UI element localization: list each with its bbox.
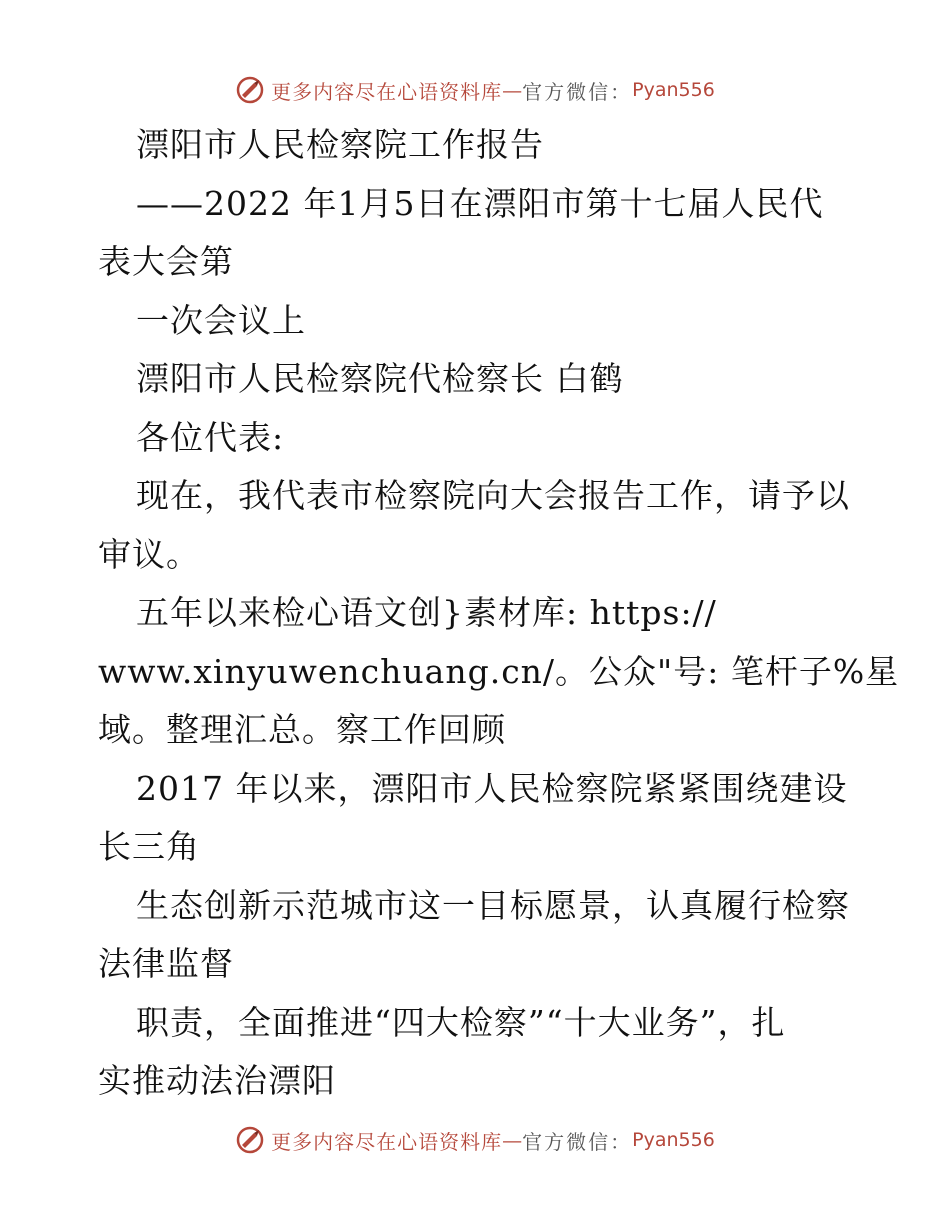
- watermark-sub-text: 官方微信：: [522, 79, 633, 104]
- watermark-sub-text: 官方微信：: [522, 1129, 633, 1154]
- doc-paragraph-line: 五年以来检心语文创}素材库: https://: [136, 593, 717, 632]
- header-watermark: [0, 70, 950, 110]
- doc-subtitle-line-2: 表大会第: [98, 242, 234, 281]
- doc-paragraph-line: 实推动法治漂阳: [98, 1061, 336, 1100]
- footer-watermark: [0, 1120, 950, 1160]
- doc-paragraph-line: 域。整理汇总。察工作回顾: [98, 710, 506, 749]
- doc-paragraph-line: 2017 年以来，漂阳市人民检察院紧紧围绕建设: [136, 768, 848, 808]
- doc-paragraph-line: 长三角: [98, 827, 200, 866]
- pen-logo-icon: [235, 75, 265, 105]
- pen-logo-icon: [235, 1125, 265, 1155]
- doc-paragraph-line: 生态创新示范城市这一目标愿景，认真履行检察: [136, 885, 850, 925]
- watermark-main-text: 更多内容尽在心语资料库: [271, 1129, 503, 1154]
- document-body: [98, 116, 900, 1111]
- watermark-dash: —: [502, 1128, 523, 1152]
- watermark-id: Pyan556: [632, 79, 715, 101]
- doc-subtitle-line-3: 一次会议上: [136, 300, 306, 340]
- doc-paragraph-line: 审议。: [98, 534, 200, 574]
- watermark-main-text: 更多内容尽在心语资料库: [271, 79, 503, 104]
- doc-paragraph-line: 法律监督: [98, 944, 234, 983]
- doc-paragraph-line: 职责，全面推进“四大检察”“十大业务”，扎: [136, 1002, 786, 1042]
- doc-title: 漂阳市人民检察院工作报告: [136, 125, 544, 164]
- doc-paragraph-line: www.xinyuwenchuang.cn/。公众"号: 笔杆子%星: [98, 651, 900, 691]
- doc-subtitle-line-1: ——2022 年1月5日在漂阳市第十七届人民代: [136, 183, 824, 223]
- doc-paragraph-line: 现在，我代表市检察院向大会报告工作，请予以: [136, 476, 850, 515]
- doc-salutation: 各位代表:: [136, 417, 285, 457]
- watermark-dash: —: [502, 78, 523, 102]
- doc-author: 漂阳市人民检察院代检察长 白鹤: [136, 359, 624, 398]
- watermark-id: Pyan556: [632, 1129, 715, 1151]
